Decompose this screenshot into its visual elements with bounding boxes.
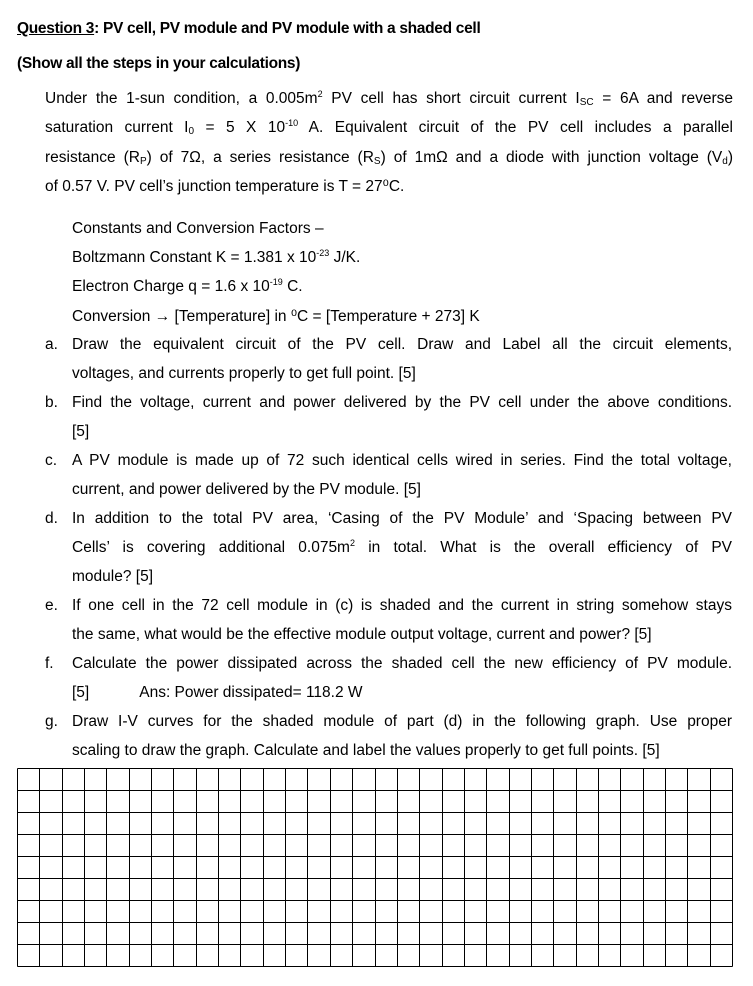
instruction: (Show all the steps in your calculations) <box>17 55 301 72</box>
answer-power-dissipated: Ans: Power dissipated= 118.2 W <box>139 684 363 701</box>
question-title <box>17 20 480 38</box>
question-items <box>0 330 753 765</box>
item-b: b. Find the voltage, current and power delivered by the PV cell under the above conditions. [5] <box>45 394 732 440</box>
constants-block <box>72 214 480 331</box>
intro-line-1: Under the 1-sun condition, a $0.005m^2$ PV cell has short circuit current $I_{SC} = 6A$ and reverse <box>45 89 733 108</box>
question-title-text: : PV cell, PV module and PV module with a shaded cell <box>94 20 481 37</box>
electron-charge: Electron Charge q = 1.6 x $10^{-19}$ C. <box>72 277 303 296</box>
intro-line-4: of 0.57 V. PV cell’s junction temperature is T = 27⁰C. <box>45 177 405 195</box>
item-c: c. A PV module is made up of 72 such identical cells wired in series. Find the total voltage, current, and power delivered by the PV module. [5] <box>45 452 732 498</box>
intro-line-2: saturation current $I_0 = 5$ X $10^{-10}$ A. Equivalent circuit of the PV cell includes a parallel <box>45 118 733 138</box>
graph-paper-grid <box>17 768 733 968</box>
item-d: d. In addition to the total PV area, ‘Casing of the PV Module’ and ‘Spacing between PV Cells’ is covering additional $0.075m^2$ in total. What is the overall efficiency of PV module? [5] <box>45 510 733 585</box>
item-a: a. Draw the equivalent circuit of the PV cell. Draw and Label all the circuit elements, voltages, and currents properly to get full point. [5] <box>45 336 732 382</box>
item-e: e. If one cell in the 72 cell module in (c) is shaded and the current in string somehow stays the same, what would be the effective module output voltage, current and power? [5] <box>45 597 732 643</box>
item-f: f. Calculate the power dissipated across the shaded cell the new efficiency of PV module. [5] Ans: Power dissipated= 118.2 W <box>45 655 732 701</box>
question-number: Question 3 <box>17 20 95 37</box>
item-g: g. Draw I-V curves for the shaded module of part (d) in the following graph. Use proper scaling to draw the graph. Calculate and label the values properly to get full points. [5] <box>45 713 732 759</box>
constants-heading: Constants and Conversion Factors – <box>72 220 324 237</box>
temperature-conversion: Conversion → [Temperature] in ⁰C = [Temperature + 273] K <box>72 307 480 325</box>
intro-line-3: resistance $(R_P)$ of 7Ω, a series resistance $(R_S)$ of 1mΩ and a diode with junction voltage $(V_d)$ <box>45 148 733 167</box>
intro-paragraph <box>45 84 733 201</box>
boltzmann-constant: Boltzmann Constant K = 1.381 x $10^{-23}$ J/K. <box>72 248 361 267</box>
